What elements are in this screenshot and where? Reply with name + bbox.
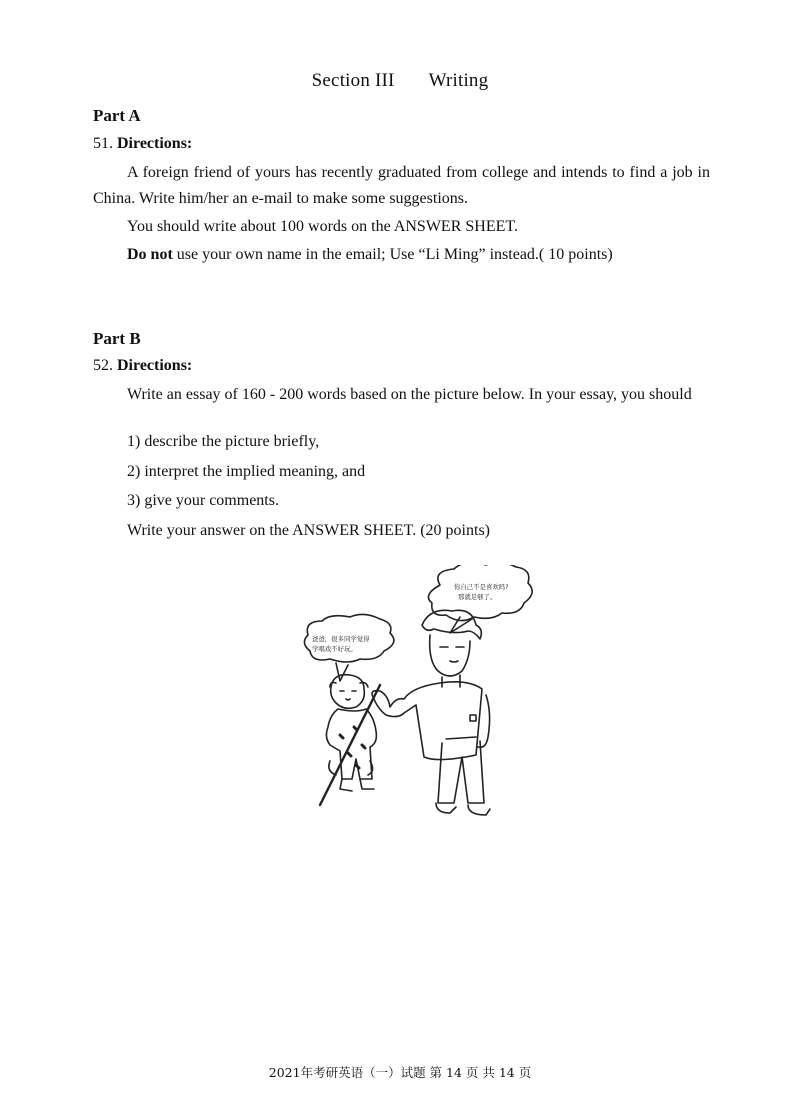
item-number: 52. [93, 357, 113, 374]
part-b-answer-instruction: Write your answer on the ANSWER SHEET. (20 points) [127, 522, 490, 539]
list-item: 3) give your comments. [127, 492, 279, 509]
list-item: 1) describe the picture briefly, [127, 433, 320, 450]
item-number: 51. [93, 135, 113, 152]
part-b-directions-heading [93, 357, 192, 375]
page-footer: 2021年考研英语（一）试题 第 14 页 共 14 页 [268, 1065, 532, 1080]
directions-label: Directions: [117, 135, 193, 152]
list-item: 2) interpret the implied meaning, and [127, 463, 366, 480]
section-number: Section III [311, 70, 395, 91]
child-figure [320, 675, 380, 805]
section-name: Writing [428, 70, 489, 91]
part-a-paragraph: A foreign friend of yours has recently graduated from college and intends to find a job in China. Write him/her an e-mail to make some suggestions. [93, 164, 710, 207]
part-a-directions-heading [93, 135, 192, 153]
cartoon-illustration [290, 565, 550, 835]
section-title [0, 70, 800, 92]
child-bubble-line-2: 学唱戏不好玩。 [312, 645, 357, 653]
part-a-note [127, 246, 613, 264]
part-a-heading: Part A [93, 106, 141, 125]
father-bubble-line-1: 你自己不是喜欢吗? [454, 583, 509, 591]
note-bold: Do not [127, 246, 173, 263]
child-bubble-line-1: 爸爸，很多同学觉得 [312, 635, 370, 643]
part-a-word-instruction: You should write about 100 words on the ANSWER SHEET. [127, 218, 518, 235]
part-b-heading: Part B [93, 329, 141, 348]
part-b-paragraph: Write an essay of 160 - 200 words based on the picture below. In your essay, you should [127, 386, 692, 403]
father-figure [372, 610, 490, 815]
father-bubble-line-2: 那就足够了。 [458, 593, 497, 601]
directions-label: Directions: [117, 357, 193, 374]
note-text: use your own name in the email; Use “Li Ming” instead.( 10 points) [172, 246, 613, 263]
